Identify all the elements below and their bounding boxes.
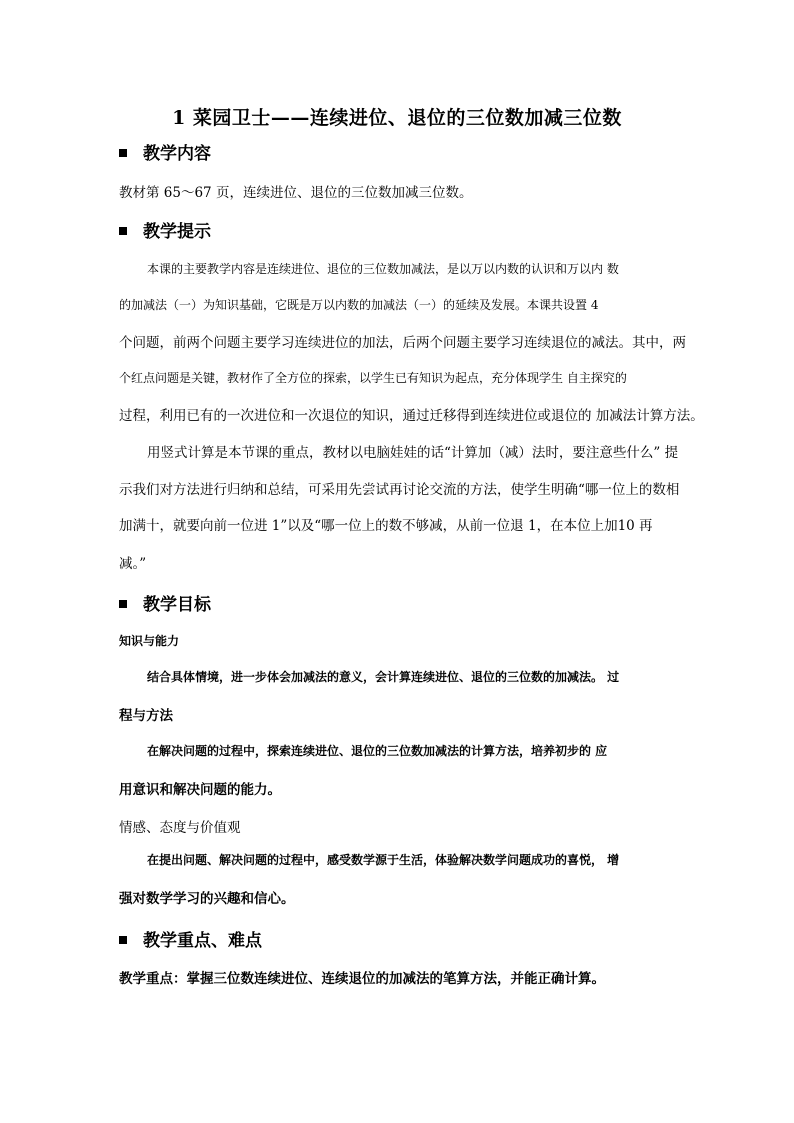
section-heading-goals: 教学目标 bbox=[119, 590, 211, 615]
section-heading-hint: 教学提示 bbox=[119, 217, 211, 242]
hint-paragraph-line: 个问题，前两个问题主要学习连续进位的加法，后两个问题主要学习连续退位的减法。其中，两 bbox=[119, 335, 686, 351]
hint-paragraph-line: 示我们对方法进行归纳和总结，可采用先尝试再讨论交流的方法，使学生明确“哪一位上的数相 bbox=[119, 482, 680, 498]
page-title: 1 菜园卫士——连续进位、退位的三位数加减三位数 bbox=[172, 107, 622, 129]
hint-paragraph-line: 的加减法（一）为知识基础，它既是万以内数的加减法（一）的延续及发展。本课共设置 4 bbox=[119, 298, 599, 312]
goal-subheading: 情感、态度与价值观 bbox=[119, 820, 241, 836]
goal-text-line: 用意识和解决问题的能力。 bbox=[119, 782, 281, 798]
hint-paragraph-line: 加满十，就要向前一位进 1”以及“哪一位上的数不够减，从前一位退 1，在本位上加10 再 bbox=[119, 518, 653, 534]
goal-text-line: 在提出问题、解决问题的过程中，感受数学源于生活，体验解决数学问题成功的喜悦， 增 bbox=[147, 853, 620, 867]
hint-paragraph-line: 个红点问题是关键，教材作了全方位的探索，以学生已有知识为起点，充分体现学生 自主探究的 bbox=[119, 371, 627, 385]
hint-paragraph-line: 过程，利用已有的一次进位和一次退位的知识，通过迁移得到连续进位或退位的 加减法计算方法。 bbox=[119, 408, 704, 424]
goal-subheading: 程与方法 bbox=[119, 708, 173, 724]
square-bullet-icon bbox=[119, 149, 127, 157]
content-text: 教材第 65～67 页，连续进位、退位的三位数加减三位数。 bbox=[119, 185, 473, 201]
hint-paragraph-line: 用竖式计算是本节课的重点，教材以电脑娃娃的话“计算加（减）法时，要注意些什么” 提 bbox=[147, 445, 679, 461]
hint-paragraph-line: 减。” bbox=[119, 556, 147, 572]
square-bullet-icon bbox=[119, 227, 127, 235]
goal-text-line: 在解决问题的过程中，探索连续进位、退位的三位数加减法的计算方法，培养初步的 应 bbox=[147, 744, 608, 758]
square-bullet-icon bbox=[119, 600, 127, 608]
section-heading-key: 教学重点、难点 bbox=[119, 926, 262, 951]
goal-subheading: 知识与能力 bbox=[119, 634, 180, 648]
section-heading-content: 教学内容 bbox=[119, 139, 211, 164]
key-point-text: 教学重点：掌握三位数连续进位、连续退位的加减法的笔算方法，并能正确计算。 bbox=[119, 971, 605, 987]
goal-text-line: 强对数学学习的兴趣和信心。 bbox=[119, 891, 295, 907]
hint-paragraph-line: 本课的主要教学内容是连续进位、退位的三位数加减法，是以万以内数的认识和万以内 数 bbox=[147, 262, 619, 276]
square-bullet-icon bbox=[119, 936, 127, 944]
goal-text-line: 结合具体情境，进一步体会加减法的意义，会计算连续进位、退位的三位数的加减法。 过 bbox=[147, 670, 620, 684]
